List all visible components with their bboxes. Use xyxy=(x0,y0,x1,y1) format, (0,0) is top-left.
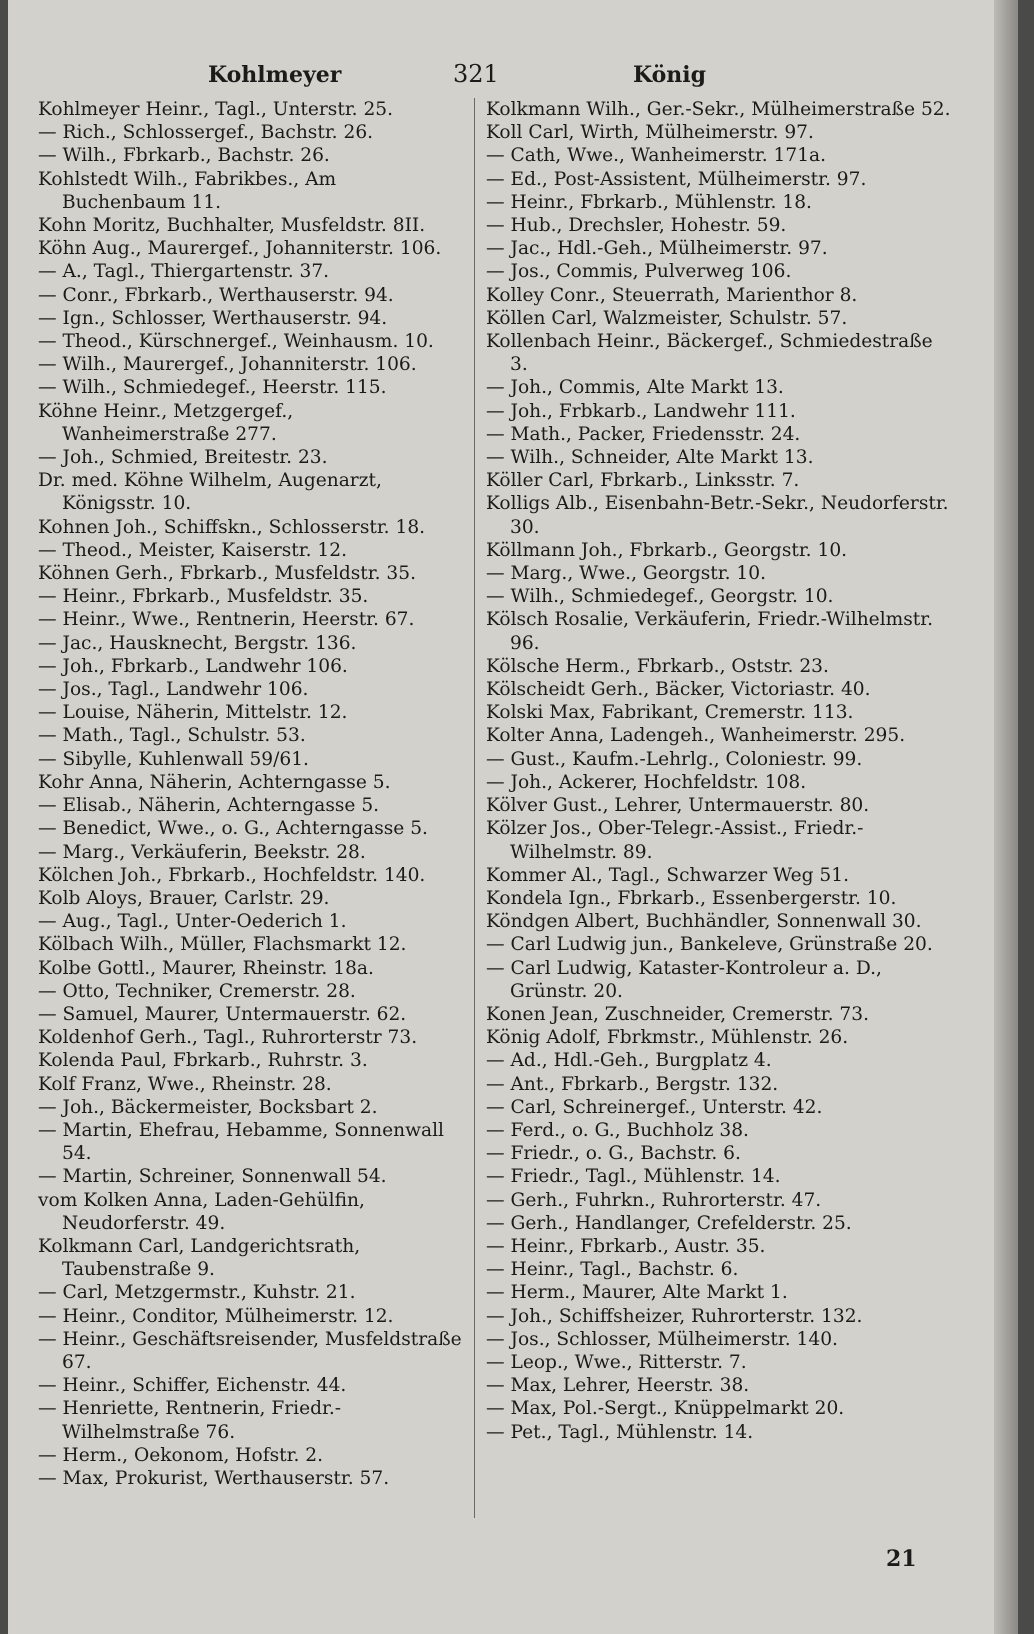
signature-mark: 21 xyxy=(886,1546,917,1572)
left-column xyxy=(38,98,463,1490)
directory-entry: — Joh., Frbkarb., Landwehr 111. xyxy=(486,400,796,422)
directory-entry: — Ferd., o. G., Buchholz 38. xyxy=(486,1119,749,1141)
directory-entry: — Heinr., Fbrkarb., Mühlenstr. 18. xyxy=(486,191,812,213)
directory-entry: — Max, Prokurist, Werthauserstr. 57. xyxy=(38,1467,390,1489)
directory-entry: — Martin, Schreiner, Sonnenwall 54. xyxy=(38,1166,387,1188)
directory-entry: — Jac., Hausknecht, Bergstr. 136. xyxy=(38,632,357,654)
directory-entry: — Heinr., Fbrkarb., Austr. 35. xyxy=(486,1235,766,1257)
directory-entry: — Herm., Oekonom, Hofstr. 2. xyxy=(38,1444,324,1466)
page-number: 321 xyxy=(453,60,499,88)
directory-entry: Kolbe Gottl., Maurer, Rheinstr. 18a. xyxy=(38,957,374,979)
directory-entry: — Marg., Verkäuferin, Beekstr. 28. xyxy=(38,841,366,863)
directory-entry: — Aug., Tagl., Unter-Oederich 1. xyxy=(38,911,347,933)
directory-entry: — Pet., Tagl., Mühlenstr. 14. xyxy=(486,1421,754,1443)
directory-entry: — Jos., Commis, Pulverweg 106. xyxy=(486,261,792,283)
directory-entry: Köndgen Albert, Buchhändler, Sonnenwall 30. xyxy=(486,911,922,933)
directory-entry: Kohlstedt Wilh., Fabrikbes., Am Buchenbaum 11. xyxy=(38,168,337,213)
directory-entry: — Carl Ludwig, Kataster-Kontroleur a. D., Grünstr. 20. xyxy=(486,957,882,1002)
directory-entry: — Rich., Schlossergef., Bachstr. 26. xyxy=(38,122,374,144)
directory-entry: Kölzer Jos., Ober-Telegr.-Assist., Friedr.-Wilhelmstr. 89. xyxy=(486,818,864,863)
directory-entry: Kölsche Herm., Fbrkarb., Oststr. 23. xyxy=(486,655,829,677)
directory-entry: Kölver Gust., Lehrer, Untermauerstr. 80. xyxy=(486,795,870,817)
directory-entry: Konen Jean, Zuschneider, Cremerstr. 73. xyxy=(486,1003,870,1025)
directory-entry: — Hub., Drechsler, Hohestr. 59. xyxy=(486,215,787,237)
directory-entry: — Heinr., Wwe., Rentnerin, Heerstr. 67. xyxy=(38,609,415,631)
directory-entry: Kommer Al., Tagl., Schwarzer Weg 51. xyxy=(486,864,849,886)
directory-entry: — Ed., Post-Assistent, Mülheimerstr. 97. xyxy=(486,168,867,190)
directory-entry: — Heinr., Tagl., Bachstr. 6. xyxy=(486,1259,739,1281)
directory-entry: Kolkmann Wilh., Ger.-Sekr., Mülheimerstraße 52. xyxy=(486,99,951,120)
directory-entry: — Heinr., Schiffer, Eichenstr. 44. xyxy=(38,1375,347,1397)
directory-entry: Kolf Franz, Wwe., Rheinstr. 28. xyxy=(38,1073,332,1095)
directory-entry: — Marg., Wwe., Georgstr. 10. xyxy=(486,563,767,585)
directory-entry: — Jos., Tagl., Landwehr 106. xyxy=(38,679,309,701)
directory-entry: Kolkmann Carl, Landgerichtsrath, Taubenstraße 9. xyxy=(38,1235,361,1281)
directory-entry: — Theod., Kürschnergef., Weinhausm. 10. xyxy=(38,331,434,353)
directory-entry: Kölscheidt Gerh., Bäcker, Victoriastr. 40. xyxy=(486,679,871,701)
directory-entry: — Wilh., Schneider, Alte Markt 13. xyxy=(486,447,814,469)
directory-entry: Köhn Aug., Maurergef., Johanniterstr. 106. xyxy=(38,238,442,260)
directory-entry: Kolley Conr., Steuerrath, Marienthor 8. xyxy=(486,284,858,306)
directory-entry: — Jac., Hdl.-Geh., Mülheimerstr. 97. xyxy=(486,238,828,260)
directory-entry: — Joh., Schiffsheizer, Ruhrorterstr. 132. xyxy=(486,1305,863,1327)
directory-entry: Kollenbach Heinr., Bäckergef., Schmiedestraße 3. xyxy=(486,331,933,376)
directory-entry: — Conr., Fbrkarb., Werthauserstr. 94. xyxy=(38,284,394,306)
directory-entry: — Ant., Fbrkarb., Bergstr. 132. xyxy=(486,1073,779,1095)
directory-entry: Kölchen Joh., Fbrkarb., Hochfeldstr. 140. xyxy=(38,864,426,886)
directory-entry: — Wilh., Schmiedegef., Georgstr. 10. xyxy=(486,586,834,608)
directory-entry: — Carl, Metzgermstr., Kuhstr. 21. xyxy=(38,1282,356,1304)
directory-entry: Kolenda Paul, Fbrkarb., Ruhrstr. 3. xyxy=(38,1050,368,1072)
directory-entry: Koll Carl, Wirth, Mülheimerstr. 97. xyxy=(486,122,814,144)
directory-entry: — Max, Lehrer, Heerstr. 38. xyxy=(486,1375,750,1397)
directory-entry: Köllen Carl, Walzmeister, Schulstr. 57. xyxy=(486,307,848,329)
directory-entry: — Heinr., Conditor, Mülheimerstr. 12. xyxy=(38,1305,394,1327)
directory-entry: — Friedr., Tagl., Mühlenstr. 14. xyxy=(486,1166,781,1188)
directory-entry: Kolb Aloys, Brauer, Carlstr. 29. xyxy=(38,887,330,909)
directory-entry: — Max, Pol.-Sergt., Knüppelmarkt 20. xyxy=(486,1398,845,1420)
directory-entry: Köllmann Joh., Fbrkarb., Georgstr. 10. xyxy=(486,539,848,561)
directory-entry: — Elisab., Näherin, Achterngasse 5. xyxy=(38,795,380,817)
directory-entry: Dr. med. Köhne Wilhelm, Augenarzt, Königsstr. 10. xyxy=(38,470,382,515)
directory-entry: — Math., Packer, Friedensstr. 24. xyxy=(486,423,801,445)
directory-entry: — Ign., Schlosser, Werthauserstr. 94. xyxy=(38,307,388,329)
directory-entry: Kölbach Wilh., Müller, Flachsmarkt 12. xyxy=(38,934,407,956)
directory-entry: — Carl, Schreinergef., Unterstr. 42. xyxy=(486,1096,823,1118)
directory-entry: — Louise, Näherin, Mittelstr. 12. xyxy=(38,702,348,724)
directory-entry: — Sibylle, Kuhlenwall 59/61. xyxy=(38,748,309,770)
directory-entry: Kohlmeyer Heinr., Tagl., Unterstr. 25. xyxy=(38,99,394,120)
directory-entry: — A., Tagl., Thiergartenstr. 37. xyxy=(38,261,330,283)
directory-entry: — Theod., Meister, Kaiserstr. 12. xyxy=(38,539,347,561)
directory-entry: — Joh., Commis, Alte Markt 13. xyxy=(486,377,784,399)
directory-entry: — Joh., Fbrkarb., Landwehr 106. xyxy=(38,655,348,677)
directory-entry: vom Kolken Anna, Laden-Gehülfin, Neudorferstr. 49. xyxy=(38,1189,365,1234)
directory-entry: — Friedr., o. G., Bachstr. 6. xyxy=(486,1143,741,1165)
directory-entry: Kolski Max, Fabrikant, Cremerstr. 113. xyxy=(486,702,854,724)
directory-entry: Kohr Anna, Näherin, Achterngasse 5. xyxy=(38,771,391,793)
directory-entry: — Joh., Bäckermeister, Bocksbart 2. xyxy=(38,1096,378,1118)
running-head xyxy=(8,52,1018,92)
directory-entry: — Leop., Wwe., Ritterstr. 7. xyxy=(486,1351,747,1373)
header-right-name: König xyxy=(633,62,707,88)
directory-entry: — Heinr., Fbrkarb., Musfeldstr. 35. xyxy=(38,586,369,608)
header-left-name: Kohlmeyer xyxy=(208,62,342,88)
directory-entry: König Adolf, Fbrkmstr., Mühlenstr. 26. xyxy=(486,1027,849,1049)
scan-edge xyxy=(994,0,1018,1634)
directory-entry: — Heinr., Geschäftsreisender, Musfeldstraße 67. xyxy=(38,1328,462,1373)
directory-entry: — Benedict, Wwe., o. G., Achterngasse 5. xyxy=(38,818,428,840)
directory-entry: — Samuel, Maurer, Untermauerstr. 62. xyxy=(38,1003,407,1025)
directory-entry: Kohnen Joh., Schiffskn., Schlosserstr. 18. xyxy=(38,516,426,538)
directory-entry: — Jos., Schlosser, Mülheimerstr. 140. xyxy=(486,1328,838,1350)
directory-entry: Kondela Ign., Fbrkarb., Essenbergerstr. 10. xyxy=(486,887,897,909)
directory-page xyxy=(8,0,1018,1634)
directory-entry: — Joh., Ackerer, Hochfeldstr. 108. xyxy=(486,771,807,793)
directory-entry: Köhnen Gerh., Fbrkarb., Musfeldstr. 35. xyxy=(38,563,416,585)
directory-entry: — Herm., Maurer, Alte Markt 1. xyxy=(486,1282,788,1304)
column-divider xyxy=(474,98,475,1518)
directory-entry: — Otto, Techniker, Cremerstr. 28. xyxy=(38,980,356,1002)
directory-entry: — Math., Tagl., Schulstr. 53. xyxy=(38,725,306,747)
directory-entry: Kohn Moritz, Buchhalter, Musfeldstr. 8II. xyxy=(38,215,426,237)
directory-entry: — Wilh., Maurergef., Johanniterstr. 106. xyxy=(38,354,417,376)
directory-entry: Köhne Heinr., Metzgergef., Wanheimerstraße 277. xyxy=(38,400,294,445)
directory-entry: — Wilh., Schmiedegef., Heerstr. 115. xyxy=(38,377,387,399)
directory-entry: — Ad., Hdl.-Geh., Burgplatz 4. xyxy=(486,1050,772,1072)
directory-entry: Kolligs Alb., Eisenbahn-Betr.-Sekr., Neudorferstr. 30. xyxy=(486,493,949,538)
directory-entry: Kolter Anna, Ladengeh., Wanheimerstr. 295. xyxy=(486,725,906,747)
directory-entry: — Wilh., Fbrkarb., Bachstr. 26. xyxy=(38,145,330,167)
directory-entry: Kölsch Rosalie, Verkäuferin, Friedr.-Wilhelmstr. 96. xyxy=(486,609,934,654)
right-column xyxy=(486,98,956,1444)
directory-entry: — Joh., Schmied, Breitestr. 23. xyxy=(38,447,328,469)
directory-entry: — Gerh., Handlanger, Crefelderstr. 25. xyxy=(486,1212,852,1234)
directory-entry: — Martin, Ehefrau, Hebamme, Sonnenwall 54. xyxy=(38,1119,444,1165)
directory-entry: — Cath, Wwe., Wanheimerstr. 171a. xyxy=(486,145,827,167)
directory-entry: — Gust., Kaufm.-Lehrlg., Coloniestr. 99. xyxy=(486,748,863,770)
directory-entry: — Gerh., Fuhrkn., Ruhrorterstr. 47. xyxy=(486,1189,822,1211)
directory-entry: Koldenhof Gerh., Tagl., Ruhrorterstr 73. xyxy=(38,1027,418,1049)
directory-entry: — Henriette, Rentnerin, Friedr.-Wilhelmstraße 76. xyxy=(38,1398,342,1443)
directory-entry: Köller Carl, Fbrkarb., Linksstr. 7. xyxy=(486,470,800,492)
directory-entry: — Carl Ludwig jun., Bankeleve, Grünstraße 20. xyxy=(486,934,933,956)
